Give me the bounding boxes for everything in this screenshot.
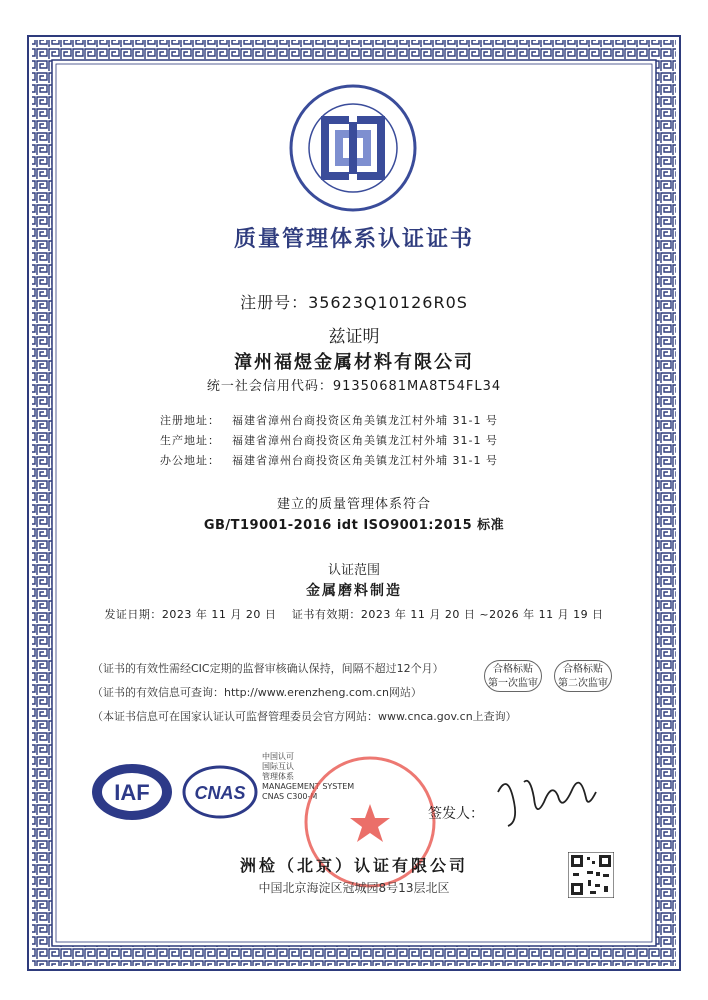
- certificate-title: 质量管理体系认证证书: [233, 227, 474, 252]
- company-name: 漳州福煜金属材料有限公司: [234, 352, 474, 373]
- address-value: 福建省漳州台商投资区角美镇龙江村外埔 31-1 号: [232, 414, 498, 427]
- surveillance-sticker-1: [484, 660, 542, 692]
- sticker-line2: 第一次监审: [488, 678, 538, 689]
- issuer-address: 中国北京海淀区冠城园8号13层北区: [258, 881, 450, 895]
- certificate-dates: 发证日期：2023 年 11 月 20 日 证书有效期：2023 年 11 月 20 日 ~2026 年 11 月 19 日: [104, 608, 604, 621]
- issuer-name: 洲检（北京）认证有限公司: [239, 856, 468, 875]
- cnas-line: 中国认可: [262, 752, 294, 761]
- note-query-site: （证书的有效信息可查询：http://www.erenzheng.com.cn网站）: [92, 686, 422, 699]
- certify-text: 兹证明: [328, 327, 380, 347]
- credit-code: 统一社会信用代码：91350681MA8T54FL34: [206, 379, 502, 394]
- cnas-line: CNAS C300-M: [262, 792, 318, 801]
- address-value: 福建省漳州台商投资区角美镇龙江村外埔 31-1 号: [232, 454, 498, 467]
- surveillance-sticker-2: [554, 660, 612, 692]
- note-validity: （证书的有效性需经CIC定期的监督审核确认保持，间隔不超过12个月）: [92, 662, 444, 675]
- sticker-line1: 合格标贴: [493, 664, 533, 675]
- scope-value: 金属磨料制造: [306, 583, 402, 599]
- address-office: [160, 452, 498, 468]
- address-value: 福建省漳州台商投资区角美镇龙江村外埔 31-1 号: [232, 434, 498, 447]
- iaf-logo: [90, 762, 174, 822]
- standard-text: GB/T19001-2016 idt ISO9001:2015 标准: [203, 518, 505, 533]
- address-label: 注册地址：: [160, 414, 220, 427]
- sticker-line2: 第二次监审: [558, 678, 608, 689]
- cnas-text: CNAS: [194, 783, 246, 803]
- signer-label: 签发人：: [428, 806, 484, 822]
- cnas-logo: [182, 764, 258, 820]
- sticker-line1: 合格标贴: [563, 664, 603, 675]
- conform-text: 建立的质量管理体系符合: [276, 497, 431, 512]
- registration-number: 注册号：35623Q10126R0S: [240, 293, 468, 312]
- cnas-line: 管理体系: [262, 772, 294, 781]
- address-label: 办公地址：: [160, 454, 220, 467]
- company-logo: [287, 82, 419, 214]
- cnas-line: MANAGEMENT SYSTEM: [262, 782, 355, 791]
- iaf-text: IAF: [114, 780, 150, 805]
- address-label: 生产地址：: [160, 434, 220, 447]
- signature: [488, 762, 608, 834]
- cnas-line: 国际互认: [262, 762, 294, 771]
- address-registered: [160, 412, 498, 428]
- note-cnca-site: （本证书信息可在国家认证认可监督管理委员会官方网站：www.cnca.gov.cn上查询）: [92, 710, 517, 723]
- address-production: [160, 432, 498, 448]
- scope-label: 认证范围: [327, 563, 380, 578]
